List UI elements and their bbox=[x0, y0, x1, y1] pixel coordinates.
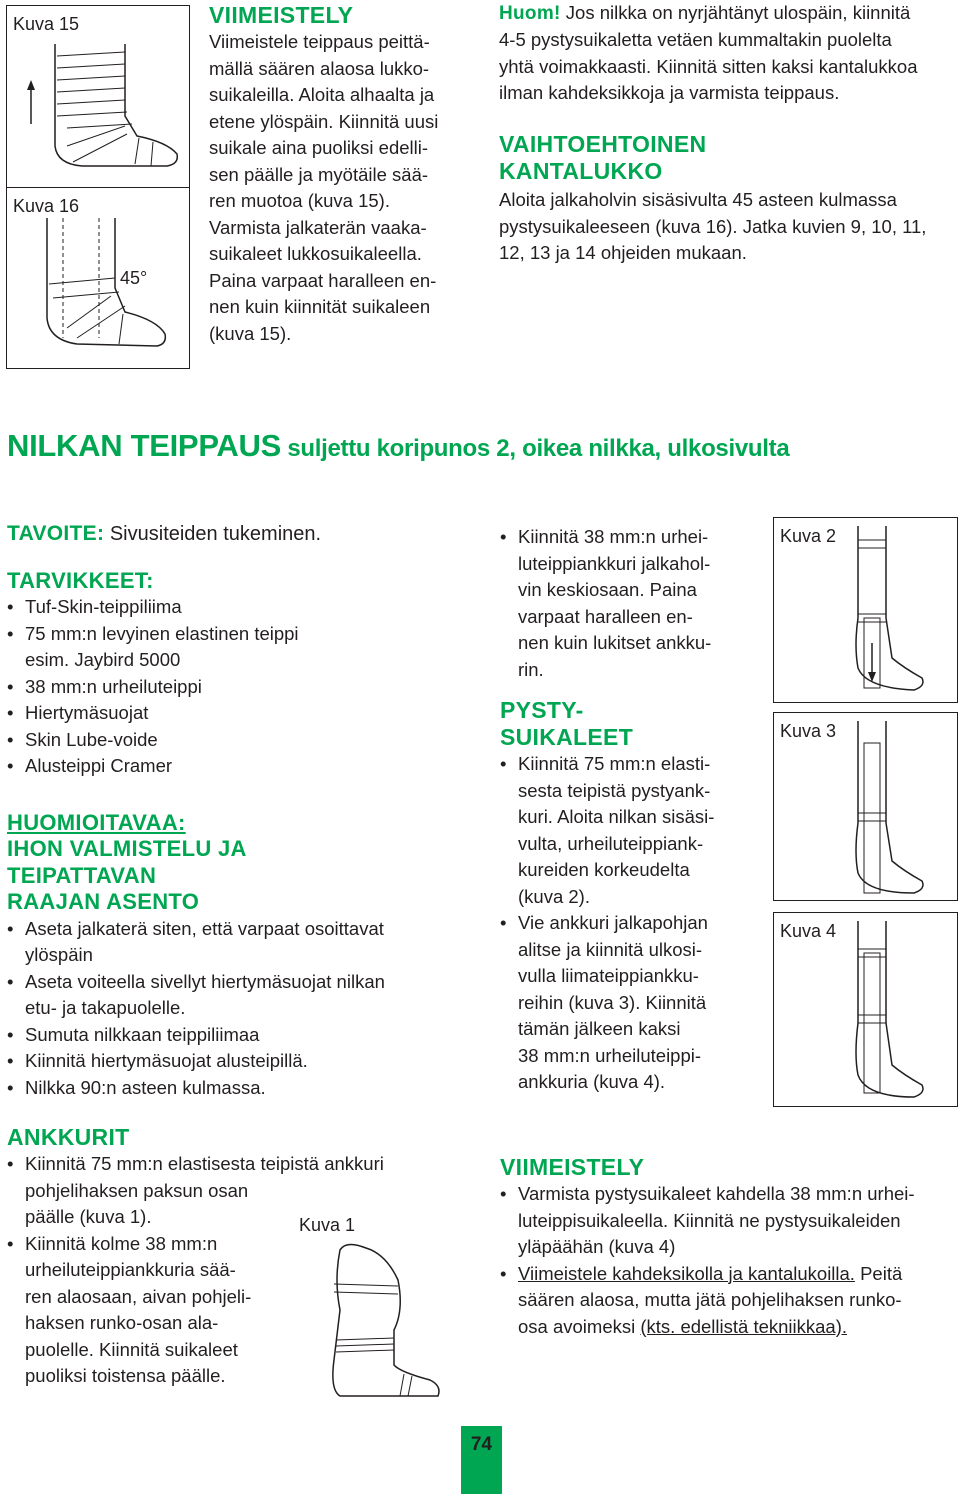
finishing-heading-top: VIIMEISTELY bbox=[209, 2, 354, 28]
figure-box-3 bbox=[773, 712, 958, 901]
list-item: • Hiertymäsuojat bbox=[7, 700, 477, 727]
notice-heading: HUOMIOITAVAA: IHON VALMISTELU JA TEIPATTAVAN RAAJAN ASENTO bbox=[7, 809, 247, 914]
alt-heel-lock-heading-2: KANTALUKKO bbox=[499, 158, 663, 184]
finishing-heading-bottom: VIIMEISTELY bbox=[500, 1154, 645, 1180]
page-number: 74 bbox=[470, 1434, 493, 1455]
page-title bbox=[7, 428, 957, 463]
list-item: • Vie ankkuri jalkapohjan alitse ja kiinnitä ulkosi- vulla liimateippiankku- reihin (kuva 3). Kiinnitä tämän jälkeen kaksi 38 mm:n urheiluteippi- ankkuria (kuva 4). bbox=[500, 910, 748, 1096]
list-item: • 38 mm:n urheiluteippi bbox=[7, 674, 477, 701]
text-line: 12, 13 ja 14 ohjeiden mukaan. bbox=[499, 242, 747, 263]
list-item: • Skin Lube-voide bbox=[7, 727, 477, 754]
figure-16-label: Kuva 16 bbox=[13, 196, 80, 216]
stirrups-list bbox=[500, 751, 748, 1096]
list-item: • Tuf-Skin-teippiliima bbox=[7, 594, 477, 621]
note-first-line: Jos nilkka on nyrjähtänyt ulospäin, kiinnitä bbox=[560, 2, 911, 23]
figure-eight-heel-lock-link[interactable]: Viimeistele kahdeksikolla ja kantalukoilla. bbox=[518, 1262, 855, 1284]
leg-illustration-4 bbox=[774, 913, 957, 1106]
figure-3-label: Kuva 3 bbox=[780, 721, 837, 741]
anchor-arch-list bbox=[500, 524, 748, 683]
text-line: Viimeistele teippaus peittä- bbox=[209, 31, 430, 52]
list-item: • Kiinnitä 75 mm:n elasti- sesta teipistä pystyank- kuri. Aloita nilkan sisäsi- vulta, urheiluteippiank- kureiden korkeudelta (kuva 2). bbox=[500, 751, 748, 910]
text-line: pystysuikaleeseen (kuva 16). Jatka kuvien 9, 10, 11, bbox=[499, 215, 927, 237]
page-number-badge bbox=[461, 1426, 502, 1494]
text-line: Aloita jalkaholvin sisäsivulta 45 asteen kulmassa bbox=[499, 189, 897, 210]
figure-16-angle: 45° bbox=[120, 268, 148, 288]
supplies-heading: TARVIKKEET: bbox=[7, 568, 154, 593]
finishing-text-top bbox=[209, 29, 474, 347]
text-line: sen päälle ja myötäile sää- bbox=[209, 163, 429, 185]
figure-1-label: Kuva 1 bbox=[299, 1215, 356, 1235]
list-item: • Aseta voiteella sivellyt hiertymäsuojat nilkan etu- ja takapuolelle. bbox=[7, 969, 477, 1022]
list-item: • Varmista pystysuikaleet kahdella 38 mm:n urhei- luteippisuikaleella. Kiinnitä ne pystysuikaleiden yläpäähän (kuva 4) bbox=[500, 1181, 958, 1261]
text-line: suikale aina puoliksi edelli- bbox=[209, 137, 429, 158]
text-line: yhtä voimakkaasti. Kiinnitä sitten kaksi kantalukkoa bbox=[499, 55, 918, 77]
list-item: • Aseta jalkaterä siten, että varpaat osoittavat ylöspäin bbox=[7, 916, 477, 969]
previous-technique-link[interactable]: (kts. edellistä tekniikkaa). bbox=[640, 1315, 848, 1337]
list-item: • Viimeistele kahdeksikolla ja kantalukoilla. Peitä säären alaosa, mutta jätä pohjelihaksen runko- osa avoimeksi (kts. edellistä tekniikkaa). bbox=[500, 1261, 958, 1341]
text-line: nen kuin kiinnität suikaleen bbox=[209, 296, 431, 317]
text-line: 4-5 pystysuikaletta vetäen kummaltakin puolelta bbox=[499, 29, 892, 50]
list-item: • Kiinnitä kolme 38 mm:n urheiluteippiankkuria sää- ren alaosaan, aivan pohjeli- haksen runko-osan ala- puolelle. Kiinnitä suikaleet puoliksi toistensa päälle. bbox=[7, 1231, 477, 1390]
ankle-taping-illustration-15 bbox=[7, 6, 189, 186]
notice-list bbox=[7, 916, 477, 1102]
figure-15-label: Kuva 15 bbox=[13, 14, 80, 34]
text-line: ren muotoa (kuva 15). bbox=[209, 190, 390, 211]
note-paragraph bbox=[499, 0, 954, 107]
leg-illustration-3 bbox=[774, 713, 957, 900]
alt-heel-lock-heading-1: VAIHTOEHTOINEN bbox=[499, 131, 707, 157]
text-line: (kuva 15). bbox=[209, 322, 292, 344]
list-item: • Kiinnitä 38 mm:n urhei- luteippiankkuri jalkahol- vin keskiosaan. Paina varpaat haralleen en- nen kuin lukitset ankku- rin. bbox=[500, 524, 748, 683]
page-title-sub: suljettu koripunos 2, oikea nilkka, ulkosivulta bbox=[280, 435, 790, 462]
goal-label: TAVOITE: bbox=[7, 522, 105, 545]
text-line: etene ylöspäin. Kiinnitä uusi bbox=[209, 110, 439, 132]
list-item: • Alusteippi Cramer bbox=[7, 753, 477, 780]
text-line: Paina varpaat haralleen en- bbox=[209, 269, 437, 291]
figure-box-4 bbox=[773, 912, 958, 1107]
list-item: • Sumuta nilkkaan teippiliimaa bbox=[7, 1022, 477, 1049]
ankle-taping-illustration-16 bbox=[7, 188, 189, 368]
leg-illustration-2 bbox=[774, 518, 957, 702]
figure-2-label: Kuva 2 bbox=[780, 526, 837, 546]
goal-line bbox=[7, 520, 477, 548]
list-item: • 75 mm:n levyinen elastinen teippi esim. Jaybird 5000 bbox=[7, 621, 477, 674]
figure-4-label: Kuva 4 bbox=[780, 921, 837, 941]
anchors-heading: ANKKURIT bbox=[7, 1124, 130, 1150]
page-title-main: NILKAN TEIPPAUS bbox=[7, 428, 281, 463]
stirrups-heading: PYSTY- SUIKALEET bbox=[500, 697, 634, 750]
list-item: • Kiinnitä 75 mm:n elastisesta teipistä ankkuri pohjelihaksen paksun osan päälle (kuva 1). bbox=[7, 1151, 477, 1231]
supplies-list bbox=[7, 594, 477, 780]
figure-box-15-16 bbox=[6, 5, 190, 369]
note-label: Huom! bbox=[499, 3, 561, 24]
list-item: • Kiinnitä hiertymäsuojat alusteipillä. bbox=[7, 1048, 477, 1075]
leg-illustration-1 bbox=[300, 1240, 460, 1400]
text-line: suikaleilla. Aloita alhaalta ja bbox=[209, 84, 435, 105]
text-line: mällä säären alaosa lukko- bbox=[209, 57, 430, 79]
list-item: • Nilkka 90:n asteen kulmassa. bbox=[7, 1075, 477, 1102]
text-line: suikaleet lukkosuikaleella. bbox=[209, 243, 422, 264]
text-line: ilman kahdeksikkoja ja varmista teippaus. bbox=[499, 82, 840, 103]
goal-text: Sivusiteiden tukeminen. bbox=[104, 523, 322, 545]
figure-box-2 bbox=[773, 517, 958, 703]
text-line: Varmista jalkaterän vaaka- bbox=[209, 216, 427, 238]
finishing-list bbox=[500, 1181, 958, 1340]
